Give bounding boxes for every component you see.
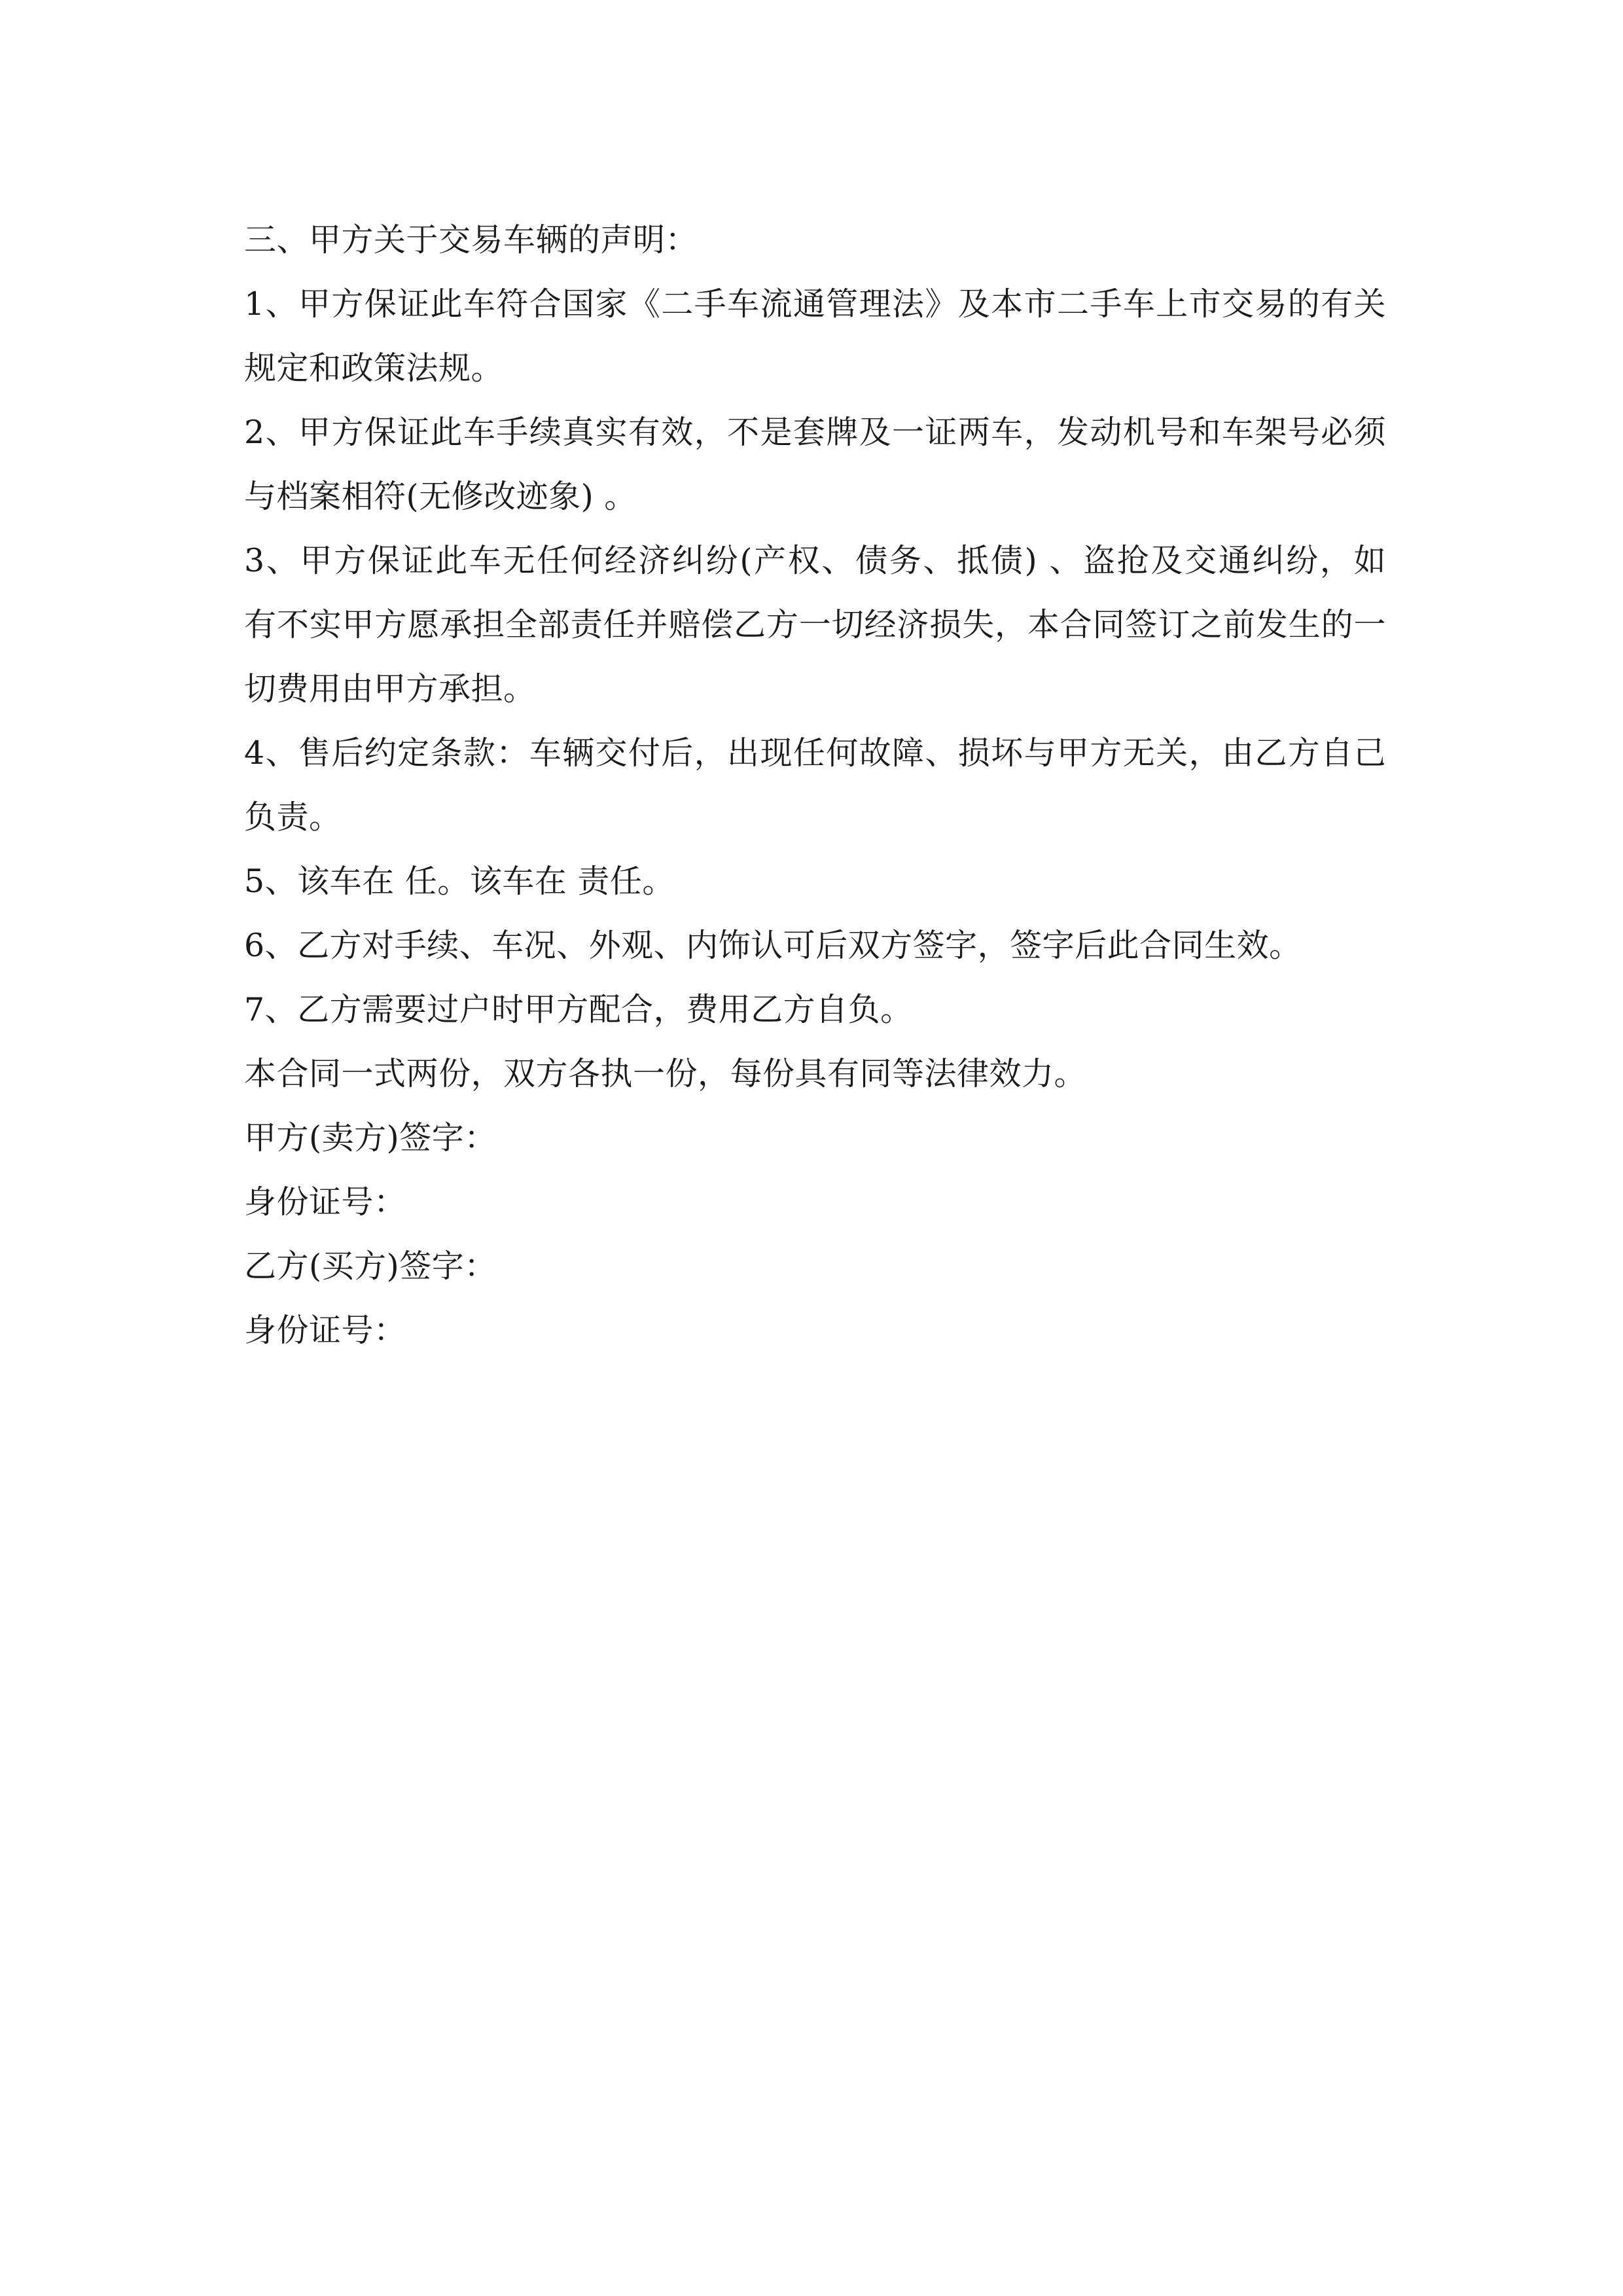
clause-3-line-2: 有不实甲方愿承担全部责任并赔偿乙方一切经济损失，本合同签订之前发生的一 xyxy=(244,606,1386,643)
clause-2-line-1: 2、甲方保证此车手续真实有效，不是套牌及一证两车，发动机号和车架号必须 xyxy=(244,414,1386,451)
clause-3-line-1: 3、甲方保证此车无任何经济纠纷(产权、债务、抵债) 、盗抢及交通纠纷，如 xyxy=(244,542,1386,579)
clause-6: 6、乙方对手续、车况、外观、内饰认可后双方签字，签字后此合同生效。 xyxy=(244,927,1302,964)
clause-4-line-1: 4、售后约定条款：车辆交付后，出现任何故障、损坏与甲方无关，由乙方自己 xyxy=(244,734,1386,772)
clause-4-line-2: 负责。 xyxy=(244,798,342,836)
party-a-signature-label: 甲方(卖方)签字： xyxy=(244,1119,497,1157)
clause-1-line-1: 1、甲方保证此车符合国家《二手车流通管理法》及本市二手车上市交易的有关 xyxy=(244,285,1386,323)
clause-3-line-3: 切费用由甲方承担。 xyxy=(244,670,536,708)
clause-1-line-2: 规定和政策法规。 xyxy=(244,350,504,387)
section-heading: 三、甲方关于交易车辆的声明： xyxy=(244,221,698,259)
party-b-signature-label: 乙方(买方)签字： xyxy=(244,1247,497,1285)
clause-7: 7、乙方需要过户时甲方配合，费用乙方自负。 xyxy=(244,991,913,1028)
clause-2-line-2: 与档案相符(无修改迹象) 。 xyxy=(244,478,637,515)
contract-body xyxy=(244,208,1386,1363)
copies-note: 本合同一式两份，双方各执一份，每份具有同等法律效力。 xyxy=(244,1055,1087,1092)
party-b-id-label: 身份证号： xyxy=(244,1312,406,1349)
party-a-id-label: 身份证号： xyxy=(244,1183,406,1221)
clause-5: 5、该车在 任。该车在 责任。 xyxy=(244,863,675,900)
